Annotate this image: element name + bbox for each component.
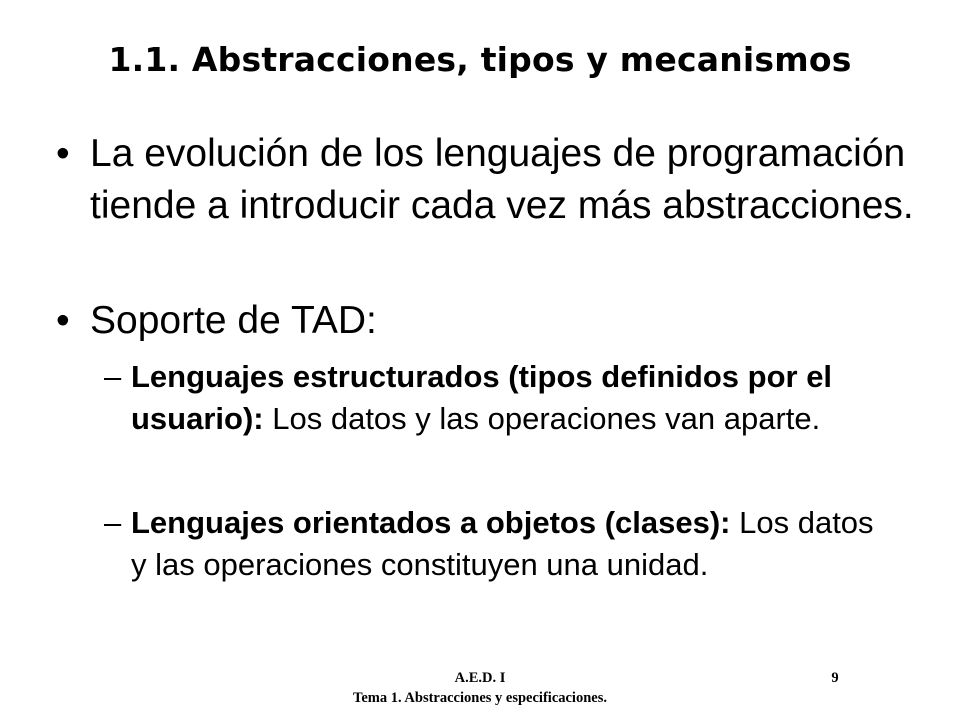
- subbullet-mark: –: [104, 505, 122, 540]
- page-number: 9: [831, 670, 839, 686]
- subbullet-text: [131, 502, 891, 586]
- bullet-text: Soporte de TAD:: [90, 299, 377, 342]
- bullet-text: La evolución de los lenguajes de programación tiende a introducir cada vez más abstracciones.: [90, 132, 914, 227]
- slide-title: 1.1. Abstracciones, tipos y mecanismos: [108, 40, 852, 79]
- subbullet-bold-term: Lenguajes orientados a objetos (clases):: [131, 505, 731, 540]
- bullet-mark: •: [56, 299, 70, 342]
- subbullet-mark: –: [104, 359, 122, 394]
- bullet-mark: •: [56, 132, 70, 175]
- footer-course-info: [0, 668, 960, 708]
- subbullet-text: [131, 356, 891, 440]
- footer-course: A.E.D. I: [454, 670, 506, 686]
- subbullet-description: Los datos y las operaciones constituyen una unidad.: [131, 505, 874, 582]
- footer-topic: Tema 1. Abstracciones y especificaciones.: [353, 690, 607, 706]
- subbullet-bold-term: Lenguajes estructurados (tipos definidos por el usuario):: [131, 359, 833, 436]
- subbullet-description: Los datos y las operaciones van aparte.: [263, 401, 821, 436]
